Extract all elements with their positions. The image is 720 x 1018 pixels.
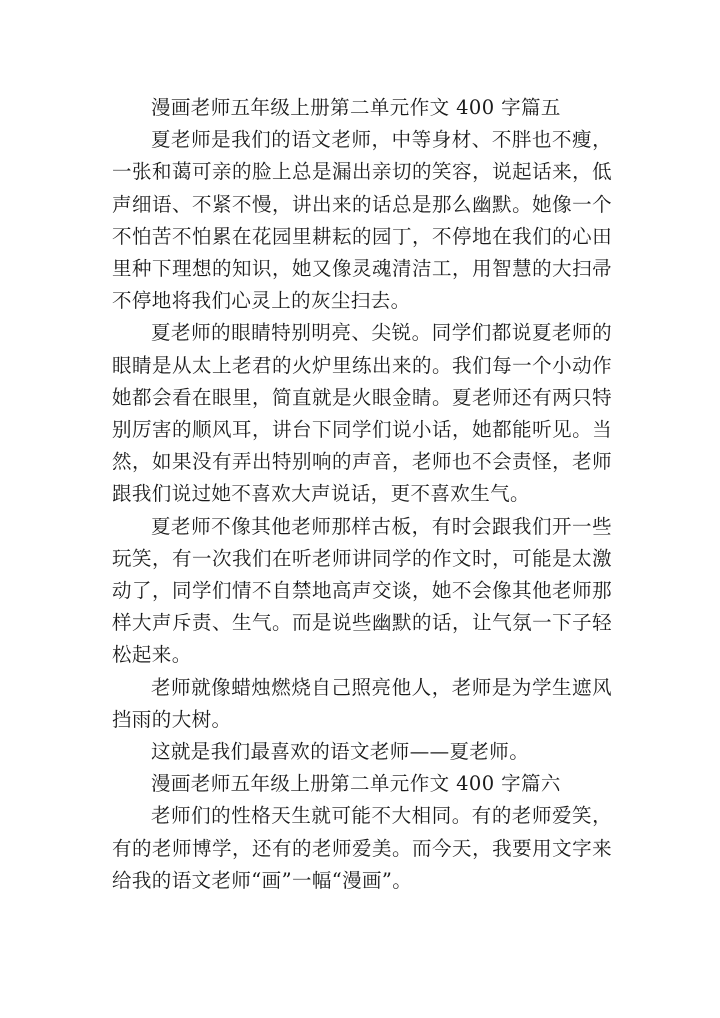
paragraph: 这就是我们最喜欢的语文老师——夏老师。 xyxy=(151,740,530,764)
paragraph: 夏老师不像其他老师那样古板，有时会跟我们开一些玩笑，有一次我们在听老师讲同学的作文时，可能是太激动了，同学们情不自禁地高声交谈，她不会像其他老师那样大声斥责、生气。而是说些幽默的话，让气氛一下子轻松起来。 xyxy=(112,514,612,667)
article-five-heading: 漫画老师五年级上册第二单元作文 400 字篇五 xyxy=(151,96,561,119)
paragraph: 夏老师是我们的语文老师，中等身材、不胖也不瘦，一张和蔼可亲的脸上总是漏出亲切的笑容，说起话来，低声细语、不紧不慢，讲出来的话总是那么幽默。她像一个不怕苦不怕累在花园里耕耘的园丁，不停地在我们的心田里种下理想的知识，她又像灵魂清洁工，用智慧的大扫帚不停地将我们心灵上的灰尘扫去。 xyxy=(112,128,612,313)
document-body xyxy=(112,92,612,897)
paragraph: 老师就像蜡烛燃烧自己照亮他人，老师是为学生遮风挡雨的大树。 xyxy=(112,675,612,731)
article-six-heading: 漫画老师五年级上册第二单元作文 400 字篇六 xyxy=(151,772,561,796)
paragraph: 夏老师的眼睛特别明亮、尖锐。同学们都说夏老师的眼睛是从太上老君的火炉里练出来的。我们每一个小动作她都会看在眼里，简直就是火眼金睛。夏老师还有两只特别厉害的顺风耳，讲台下同学们说小话，她都能听见。当然，如果没有弄出特别响的声音，老师也不会责怪，老师跟我们说过她不喜欢大声说话，更不喜欢生气。 xyxy=(112,321,612,506)
paragraph: 老师们的性格天生就可能不大相同。有的老师爱笑，有的老师博学，还有的老师爱美。而今天，我要用文字来给我的语文老师“画”一幅“漫画”。 xyxy=(112,804,612,892)
